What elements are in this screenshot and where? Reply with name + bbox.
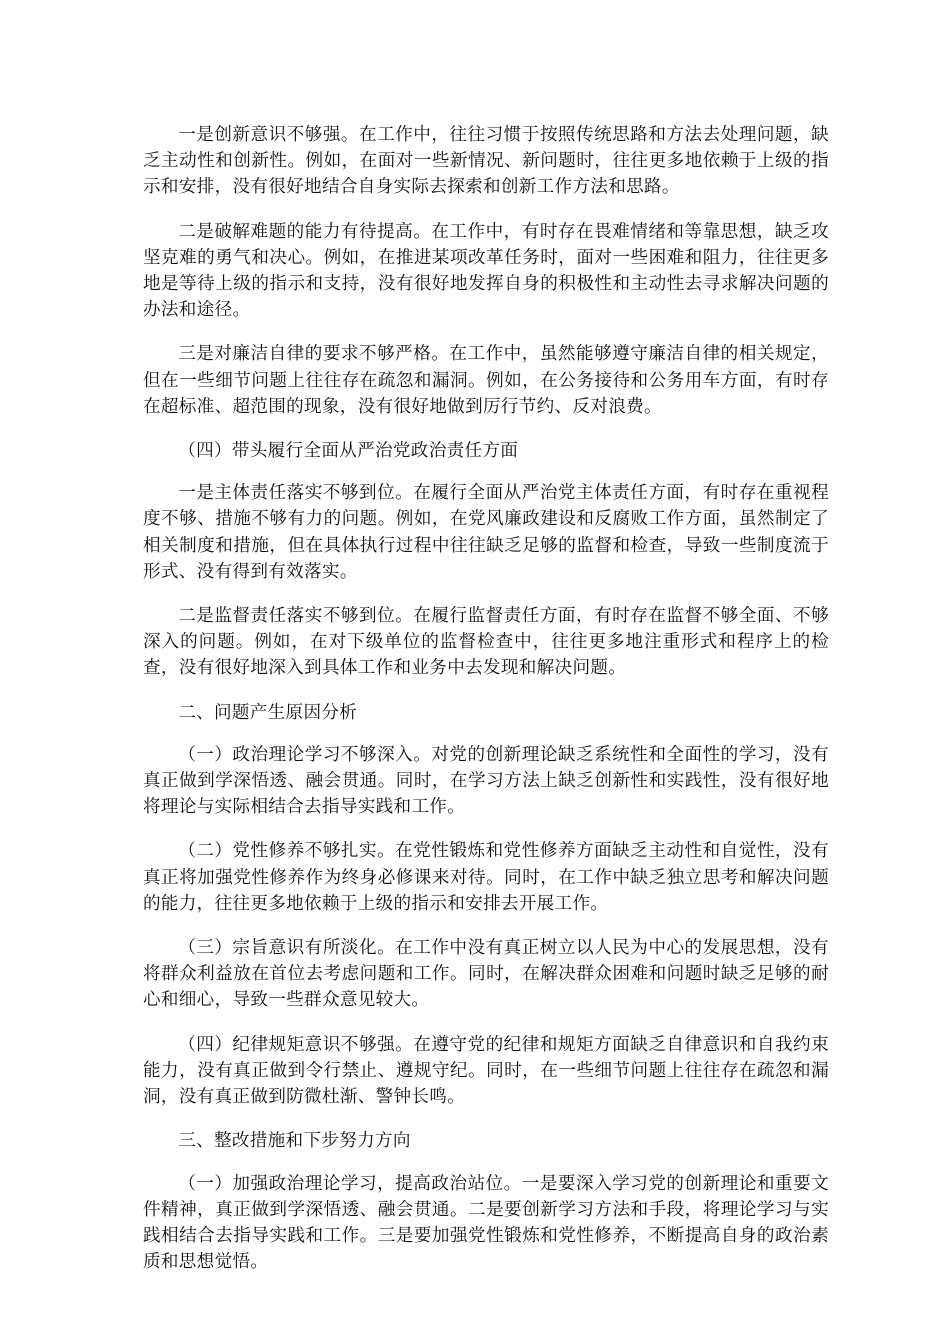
paragraph-integrity-discipline: 三是对廉洁自律的要求不够严格。在工作中，虽然能够遵守廉洁自律的相关规定，但在一些细节问题上往往存在疏忽和漏洞。例如，在公务接待和公务用车方面，有时存在超标准、超范围的现象，没有很好地做到厉行节约、反对浪费。 bbox=[143, 344, 829, 417]
paragraph-supervision-responsibility: 二是监督责任落实不够到位。在履行监督责任方面，有时存在监督不够全面、不够深入的问题。例如，在对下级单位的监督检查中，往往更多地注重形式和程序上的检查，没有很好地深入到具体工作和业务中去发现和解决问题。 bbox=[143, 606, 829, 679]
paragraph-problem-solving: 二是破解难题的能力有待提高。在工作中，有时存在畏难情绪和等靠思想，缺乏攻坚克难的勇气和决心。例如，在推进某项改革任务时，面对一些困难和阻力，往往更多地是等待上级的指示和支持，没有很好地发挥自身的积极性和主动性去寻求解决问题的办法和途径。 bbox=[143, 221, 829, 321]
document-body bbox=[143, 122, 829, 1293]
section-heading-party-responsibility: （四）带头履行全面从严治党政治责任方面 bbox=[178, 441, 519, 462]
section-heading-cause-analysis: 二、问题产生原因分析 bbox=[178, 702, 358, 723]
paragraph-party-cultivation: （二）党性修养不够扎实。在党性锻炼和党性修养方面缺乏主动性和自觉性，没有真正将加强党性修养作为终身必修课来对待。同时，在工作中缺乏独立思考和解决问题的能力，往往更多地依赖于上级的指示和安排去开展工作。 bbox=[143, 841, 829, 914]
paragraph-strengthen-study: （一）加强政治理论学习，提高政治站位。一是要深入学习党的创新理论和重要文件精神，真正做到学深悟透、融会贯通。二是要创新学习方法和手段，将理论学习与实践相结合去指导实践和工作。三是要加强党性锻炼和党性修养，不断提高自身的政治素质和思想觉悟。 bbox=[143, 1173, 829, 1273]
paragraph-innovation-awareness: 一是创新意识不够强。在工作中，往往习惯于按照传统思路和方法去处理问题，缺乏主动性和创新性。例如，在面对一些新情况、新问题时，往往更多地依赖于上级的指示和安排，没有很好地结合自身实际去探索和创新工作方法和思路。 bbox=[143, 125, 829, 198]
paragraph-main-responsibility: 一是主体责任落实不够到位。在履行全面从严治党主体责任方面，有时存在重视程度不够、措施不够有力的问题。例如，在党风廉政建设和反腐败工作方面，虽然制定了相关制度和措施，但在具体执行过程中往往缺乏足够的监督和检查，导致一些制度流于形式、没有得到有效落实。 bbox=[143, 483, 829, 582]
paragraph-discipline-awareness: （四）纪律规矩意识不够强。在遵守党的纪律和规矩方面缺乏自律意识和自我约束能力，没有真正做到令行禁止、遵规守纪。同时，在一些细节问题上往往存在疏忽和漏洞，没有真正做到防微杜渐、警钟长鸣。 bbox=[143, 1034, 829, 1108]
paragraph-theory-study: （一）政治理论学习不够深入。对党的创新理论缺乏系统性和全面性的学习，没有真正做到学深悟透、融会贯通。同时，在学习方法上缺乏创新性和实践性，没有很好地将理论与实际相结合去指导实践和工作。 bbox=[143, 744, 829, 818]
paragraph-purpose-awareness: （三）宗旨意识有所淡化。在工作中没有真正树立以人民为中心的发展思想，没有将群众利益放在首位去考虑问题和工作。同时，在解决群众困难和问题时缺乏足够的耐心和细心，导致一些群众意见较大。 bbox=[143, 938, 829, 1011]
section-heading-rectification: 三、整改措施和下步努力方向 bbox=[178, 1131, 411, 1152]
